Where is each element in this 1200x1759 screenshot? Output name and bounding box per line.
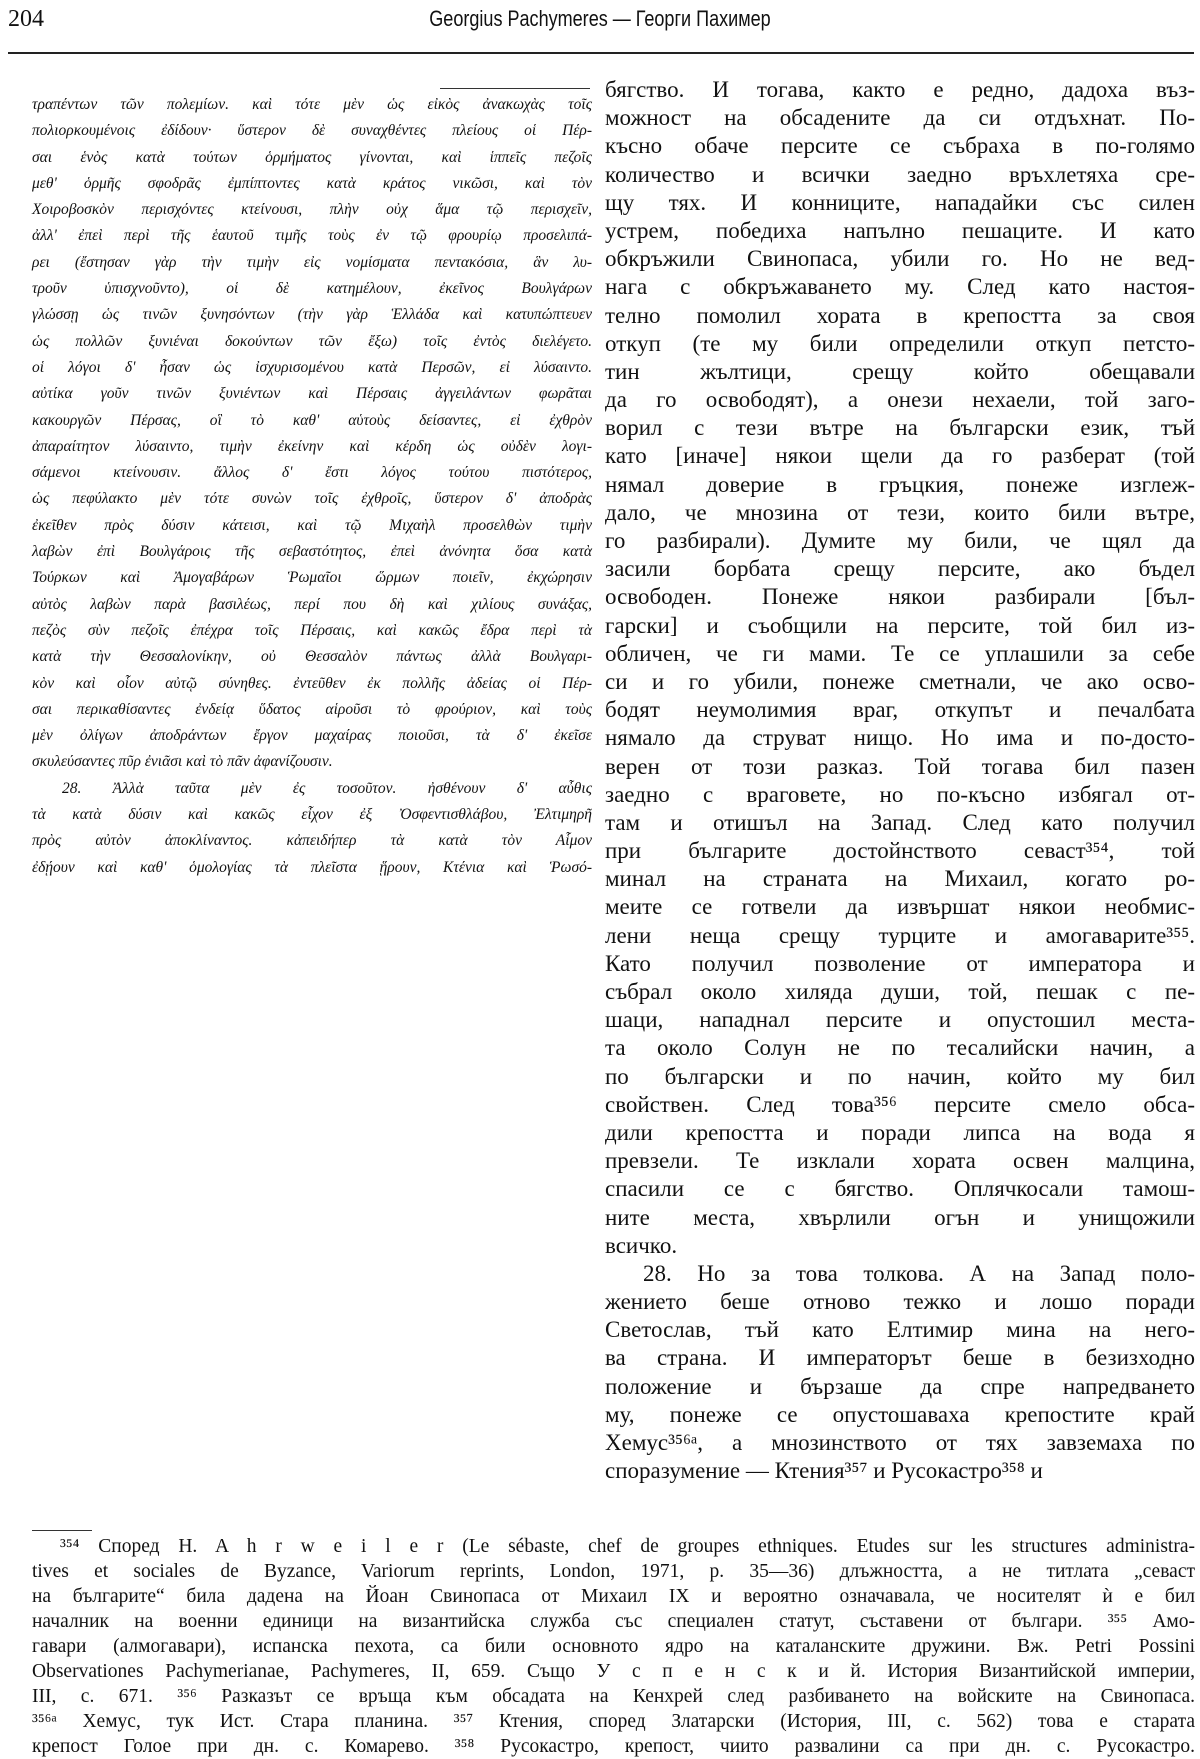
greek-line: αὐτὸς λαβὼν παρὰ βασιλέως, περί που δὴ καὶ χιλίους συνάξας, xyxy=(32,595,592,613)
greek-line: ὡς πολλῶν ξυνιέναι δοκούντων τῶν ἔξω) τοῖς ἐντὸς διελέγετο. xyxy=(32,332,592,350)
footnote-line: Observationes Pachymerianae, Pachymeres, II, 659. Също У с п е н с к и й. История Византийской империи, xyxy=(32,1661,1195,1682)
text-line: спасили се с бягство. Оплячкосали тамош- xyxy=(605,1176,1195,1202)
greek-line: μὲν ὀλίγων ἀποδράντων ἔργον μαχαίρας ποιοῦσι, τὰ δ' ἐκεῖσε xyxy=(32,727,592,745)
text-line: устрем, победиха напълно пешаците. И като xyxy=(605,217,1195,243)
text-line: късно обаче персите се събраха в по-голямо xyxy=(605,133,1195,159)
text-line: тин жълтици, срещу който обещавали xyxy=(605,358,1195,384)
footnote-line: III, с. 671. ³⁵⁶ Разказът се връща към обсадата на Кенхрей след разбиването на войските на Свинопаса. xyxy=(32,1686,1195,1707)
text-line: количество и всички заедно връхлетяха сре- xyxy=(605,161,1195,187)
greek-line: γλώσσῃ ὡς τινῶν ξυνησόντων (τὴν γὰρ Ἑλλάδα καὶ κατυπώπτευεν xyxy=(32,306,592,324)
footnote-line: началник на военни единици на византийска служба със специален статут, съставени от българи. ³⁵⁵ Амо- xyxy=(32,1611,1195,1632)
text-line: щу тях. И конниците, нападайки със силен xyxy=(605,189,1195,215)
text-line: там и отишъл на Запад. След като получил xyxy=(605,809,1195,835)
text-line: минал на страната на Михаил, когато ро- xyxy=(605,866,1195,892)
running-title: Georgius Pachymeres — Георги Пахимер xyxy=(429,6,771,31)
text-line: като [иначе] някои щели да го разберат (той xyxy=(605,443,1195,469)
greek-line: ὡς πεφύλακτο μὲν τότε συνὼν τοῖς ἐχθροῖς, ὕστερον δ' ἀποδρὰς xyxy=(32,490,592,508)
text-line: ворил с тези вътре на български език, тъй xyxy=(605,415,1195,441)
text-line: положение и бързаше да спре напредването xyxy=(605,1373,1195,1399)
text-line: дили крепостта и поради липса на вода я xyxy=(605,1119,1195,1145)
footnote-line: крепост Голое при дн. с. Комарево. ³⁵⁸ Русокастро, крепост, чиито развалини са при дн. с. Русокастро. xyxy=(32,1736,1195,1757)
greek-line: πεζὸς σὺν πεζοῖς ἐπέχρα τοῖς Πέρσαις, καὶ κακῶς ἔδρα περὶ τὰ xyxy=(32,621,592,639)
text-line: му, понеже се опустошаваха крепостите край xyxy=(605,1401,1195,1427)
text-line: лени неща срещу турците и амогаварите³⁵⁵. xyxy=(605,922,1195,948)
footnotes xyxy=(32,1534,1195,1759)
greek-line: κατὰ τὴν Θεσσαλονίκην, οὐ Θεσσαλὸν πάντως ἀλλὰ Βουλγαρι- xyxy=(32,648,592,666)
text-line: засили борбата срещу персите, ако бъдел xyxy=(605,556,1195,582)
text-line: нямало да струват нищо. Но има и по-досто- xyxy=(605,725,1195,751)
greek-line: πρὸς αὐτὸν ἀποκλίναντος. κἀπειδήπερ τὰ κατὰ τὸν Αἷμον xyxy=(32,832,592,850)
greek-line: αὐτίκα γοῦν τινῶν ξυνιέντων καὶ Πέρσαις ἀγγειλάντων φωρᾶται xyxy=(32,385,592,403)
text-line: обличен, че ги мами. Те се уплашили за себе xyxy=(605,640,1195,666)
text-line: да го освободят), а онези нехаели, той заго- xyxy=(605,387,1195,413)
footnote-line: tives et sociales de Byzance, Variorum reprints, London, 1971, p. 35—36) длъжността, а не титлата „севаст xyxy=(32,1561,1195,1582)
greek-line: σάμενοι κτείνουσιν. ἄλλος δ' ἔστι λόγος τούτου πιστότερος, xyxy=(32,464,592,482)
greek-line: τραπέντων τῶν πολεμίων. καὶ τότε μὲν ὡς εἰκὸς ἀνακωχὰς τοῖς xyxy=(32,96,592,113)
greek-line: μεθ' ὁρμῆς σφοδρᾶς ἐμπίπτοντες κατὰ κράτος νικῶσι, καὶ τὸν xyxy=(32,174,592,192)
text-line: превзели. Те изклали хората освен малцина, xyxy=(605,1148,1195,1174)
text-line: бодят неумолимия враг, откупът и печалбата xyxy=(605,697,1195,723)
text-line: Хемус³⁵⁶ᵃ, а мнозинството от тях завземаха по xyxy=(605,1430,1195,1455)
text-line: гарски] и съобщили на персите, той бил из- xyxy=(605,612,1195,638)
text-line: всичко. xyxy=(605,1232,678,1258)
text-line: споразумение — Ктения³⁵⁷ и Русокастро³⁵⁸ и xyxy=(605,1458,1043,1484)
greek-line: κακουργῶν Πέρσας, οἳ τὸ καθ' αὑτοὺς δείσαντες, εἰ ἐχθρὸν xyxy=(32,411,592,429)
text-line: освободен. Понеже някои разбирали [бъл- xyxy=(605,584,1195,610)
text-line: Светослав, тъй като Елтимир мина на него- xyxy=(605,1317,1195,1343)
text-line: си и го убили, понеже сметнали, че ако осво- xyxy=(605,668,1195,694)
footnote-line: гавари (алмогавари), испанска пехота, са били основното ядро на каталанските дружини. Вж. Petri Possini xyxy=(32,1636,1195,1657)
text-line: събрал около хиляда души, той, пешак с пе- xyxy=(605,979,1195,1004)
text-line: можност на обсадените да си отдъхнат. По- xyxy=(605,105,1195,131)
text-line: по български и по начин, който му бил xyxy=(605,1063,1195,1089)
bulgarian-translation-column xyxy=(605,76,1195,1485)
text-line: нага с обкръжаването му. След като настоя- xyxy=(605,274,1195,300)
text-line: та около Солун не по тесалийски начин, а xyxy=(605,1035,1195,1061)
greek-line: ἀπαραίτητον λύσαιντο, τιμὴν ἐκείνην καὶ κέρδη ὡς οὐδὲν λογι- xyxy=(32,437,592,455)
text-line: ните места, хвърлили огън и унищожили xyxy=(605,1204,1195,1230)
header-rule xyxy=(8,52,1194,54)
text-line: бягство. И тогава, както е редно, дадоха въз- xyxy=(605,77,1195,102)
text-line: ва страна. И императорът беше в безизходно xyxy=(605,1345,1195,1371)
greek-line: κὸν καὶ οἷον αὐτῷ σύνηθες. ἐντεῦθεν ἐκ πολλῆς ἀδείας οἱ Πέρ- xyxy=(32,674,592,692)
footnote-rule xyxy=(32,1530,92,1531)
greek-line: λαβὼν ἐπὶ Βουλγάροις τῆς σεβαστότητος, ἐπεὶ ἀνόνητα ὅσα κατὰ xyxy=(32,543,592,561)
greek-line: σαι περικαθίσαντες ἐνδείᾳ ὕδατος αἱροῦσι τὸ φρούριον, καὶ τοὺς xyxy=(32,700,592,718)
greek-line: οἱ λόγοι δ' ἦσαν ὡς ἰσχυρισομένου κατὰ Περσῶν, εἰ λύσαιντο. xyxy=(32,358,592,376)
greek-line: ἀλλ' ἐπεὶ περὶ τῆς ἑαυτοῦ τιμῆς τοὺς ἐν τῷ φρουρίῳ προσελιπά- xyxy=(32,227,592,245)
footnote-line: ³⁵⁴ Според H. A h r w e i l e r (Le sébaste, chef de groupes ethniques. Etudes sur les structures administra- xyxy=(60,1536,1195,1557)
greek-line: 28. Ἀλλὰ ταῦτα μὲν ἐς τοσοῦτον. ἠσθένουν δ' αὖθις xyxy=(62,779,592,797)
footnote-line: ³⁵⁶ᵃ Хемус, тук Ист. Стара планина. ³⁵⁷ Ктения, според Златарски (История, III, с. 562) това е старата xyxy=(32,1711,1195,1732)
text-line: обкръжили Свинопаса, убили го. Но не вед- xyxy=(605,246,1195,272)
text-line: заедно с враговете, но по-късно избягал от- xyxy=(605,781,1195,807)
text-line: го разбирали). Думите му били, че щял да xyxy=(605,528,1195,553)
greek-line: ρει (ἔστησαν γὰρ τὴν τιμὴν εἰς νομίσματα πεντακόσια, ἃν λυ- xyxy=(32,253,592,271)
footnote-line: на българите“ била дадена на Йоан Свинопаса от Михаил IX и вероятно означавала, че носителят ѝ е бил xyxy=(32,1586,1195,1607)
text-line: откуп (те му били определили откуп петсто- xyxy=(605,330,1195,356)
greek-text-column xyxy=(32,92,592,881)
greek-line: ἐκεῖθεν πρὸς δύσιν κάτεισι, καὶ τῷ Μιχαὴλ προσελθὼν τιμὴν xyxy=(32,516,592,534)
text-line: при българите достойнството севаст³⁵⁴, той xyxy=(605,838,1195,864)
text-line: Като получил позволение от императора и xyxy=(605,950,1195,976)
text-line: меите се готвели да извършат някои необмис- xyxy=(605,894,1195,920)
text-line: свойствен. След това³⁵⁶ персите смело обса- xyxy=(605,1091,1195,1117)
greek-line: Χοιροβοσκὸν περισχόντες κτείνουσι, πλὴν οὐχ ἅμα τῷ περισχεῖν, xyxy=(32,201,592,219)
greek-line: Τούρκων καὶ Ἀμογαβάρων Ῥωμαῖοι ὥρμων ποιεῖν, ἐκχώρησιν xyxy=(32,569,592,587)
text-line: верен от този разказ. Той тогава бил пазен xyxy=(605,753,1195,779)
text-line: 28. Но за това толкова. А на Запад поло- xyxy=(643,1260,1195,1286)
greek-line: τὰ κατὰ δύσιν καὶ κακῶς εἶχον ἐξ Ὀσφεντισθλάβου, Ἐλτιμηρῆ xyxy=(32,806,592,824)
greek-line: τροῦν ὑπισχνοῦντο), οἱ δὲ κατημέλουν, ἐκεῖνος Βουλγάρων xyxy=(32,280,592,298)
page-number: 204 xyxy=(8,6,44,32)
greek-line: σκυλεύσαντες πῦρ ἐνιᾶσι καὶ τὸ πᾶν ἀφανίζουσιν. xyxy=(32,753,333,771)
text-line: жението беше отново тежко и лошо поради xyxy=(605,1289,1195,1315)
text-line: нямал доверие в гръцкия, понеже изглеж- xyxy=(605,471,1195,497)
text-line: шаци, нападнал персите и опустошил места- xyxy=(605,1007,1195,1033)
column-rule xyxy=(440,88,590,89)
greek-line: πολιορκουμένοις ἐδίδουν· ὕστερον δὲ συναχθέντες πλείους οἱ Πέρ- xyxy=(32,122,592,140)
greek-line: ἐδῄουν καὶ καθ' ὁμολογίας τὰ πλεῖστα ᾕρουν, Κτένια καὶ Ῥωσό- xyxy=(32,858,592,876)
greek-line: σαι ἑνὸς κατὰ τούτων ὁρμήματος γίνονται, καὶ ἱππεῖς πεζοῖς xyxy=(32,148,592,166)
text-line: телно помолил хората в крепостта за своя xyxy=(605,302,1195,328)
text-line: дало, че мнозина от тези, които били вътре, xyxy=(605,499,1195,525)
